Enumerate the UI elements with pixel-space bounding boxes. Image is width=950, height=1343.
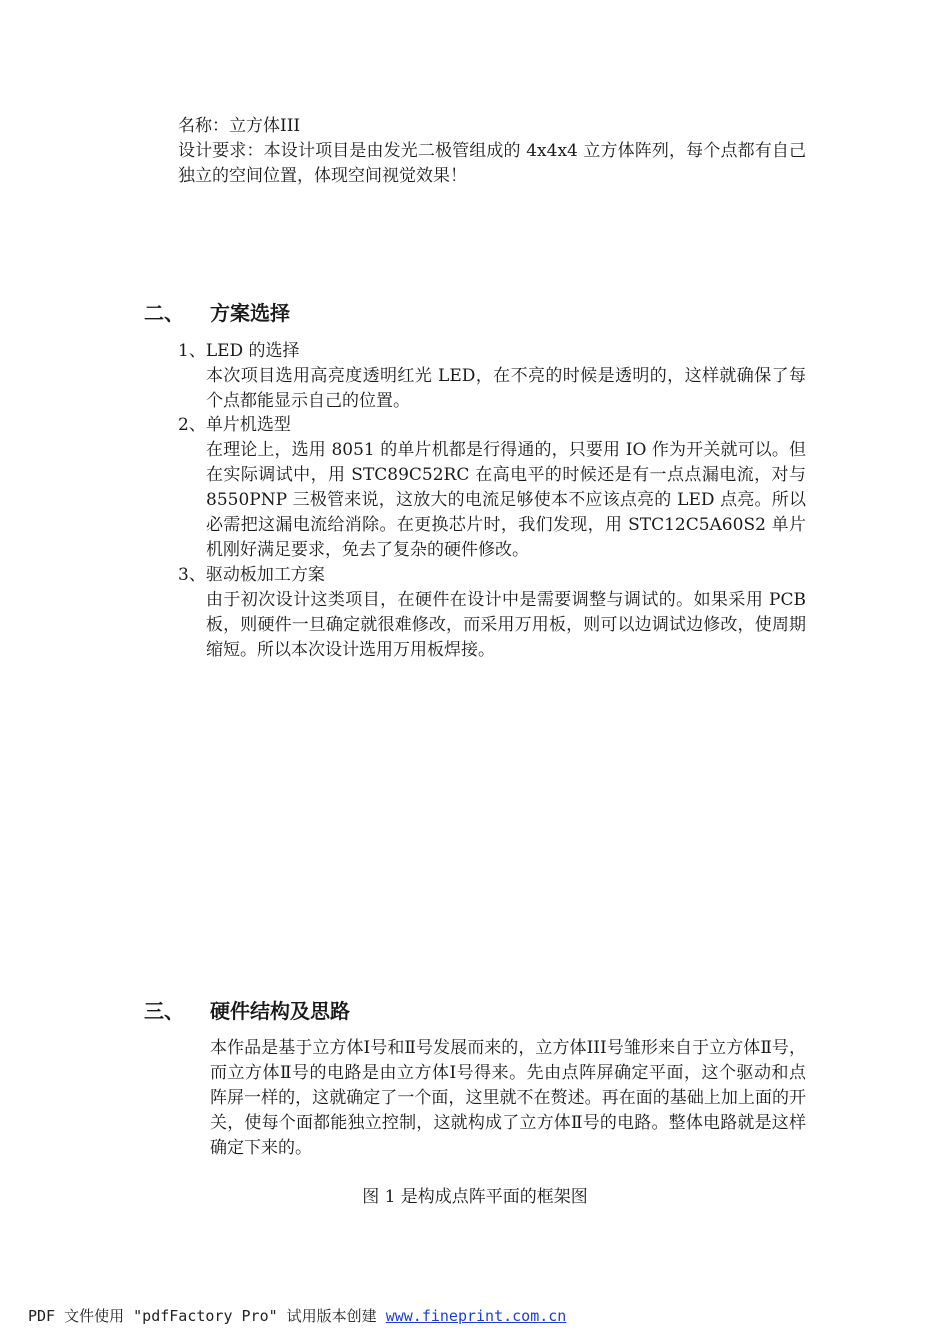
footer-text: PDF 文件使用 "pdfFactory Pro" 试用版本创建 [28, 1307, 386, 1325]
section-2-number: 二、 [144, 301, 184, 325]
item-2-body: 在理论上，选用 8051 的单片机都是行得通的，只要用 IO 作为开关就可以。但在实际调试中，用 STC89C52RC 在高电平的时候还是有一点点漏电流，对与 8550PNP 三极管来说，这放大的电流足够使本不应该点亮的 LED 点亮。所以必需把这漏电流给消除。在更换芯片时，我们发现，用 STC12C5A60S2 单片机刚好满足要求，免去了复杂的硬件修改。 [206, 440, 806, 560]
item-3-body: 由于初次设计这类项目，在硬件在设计中是需要调整与调试的。如果采用 PCB 板，则硬件一旦确定就很难修改，而采用万用板，则可以边调试边修改，使周期缩短。所以本次设计选用万用板焊接。 [206, 590, 806, 660]
item-2-heading: 2、单片机选型 [178, 415, 291, 435]
section-2-title: 方案选择 [210, 301, 290, 325]
item-3-heading: 3、驱动板加工方案 [178, 565, 325, 585]
item-1-body: 本次项目选用高亮度透明红光 LED，在不亮的时候是透明的，这样就确保了每个点都能显示自己的位置。 [206, 366, 806, 411]
section-3-number: 三、 [144, 999, 184, 1023]
pdf-footer [28, 1305, 566, 1327]
section-3-title: 硬件结构及思路 [210, 999, 350, 1023]
section-3-body: 本作品是基于立方体Ⅰ号和Ⅱ号发展而来的，立方体III号雏形来自于立方体Ⅱ号，而立方体Ⅱ号的电路是由立方体Ⅰ号得来。先由点阵屏确定平面，这个驱动和点阵屏一样的，这就确定了一个面，这里就不在赘述。再在面的基础上加上面的开关，使每个面都能独立控制，这就构成了立方体Ⅱ号的电路。整体电路就是这样确定下来的。 [210, 1038, 806, 1158]
project-name: 名称：立方体III [178, 116, 301, 136]
footer-link[interactable]: www.fineprint.com.cn [385, 1307, 567, 1325]
section-2-heading [144, 299, 290, 327]
design-requirement: 设计要求：本设计项目是由发光二极管组成的 4x4x4 立方体阵列，每个点都有自己独立的空间位置，体现空间视觉效果！ [178, 141, 806, 186]
item-1-heading: 1、LED 的选择 [178, 341, 300, 361]
section-3-heading [144, 997, 350, 1025]
figure-caption: 图 1 是构成点阵平面的框架图 [362, 1187, 588, 1207]
